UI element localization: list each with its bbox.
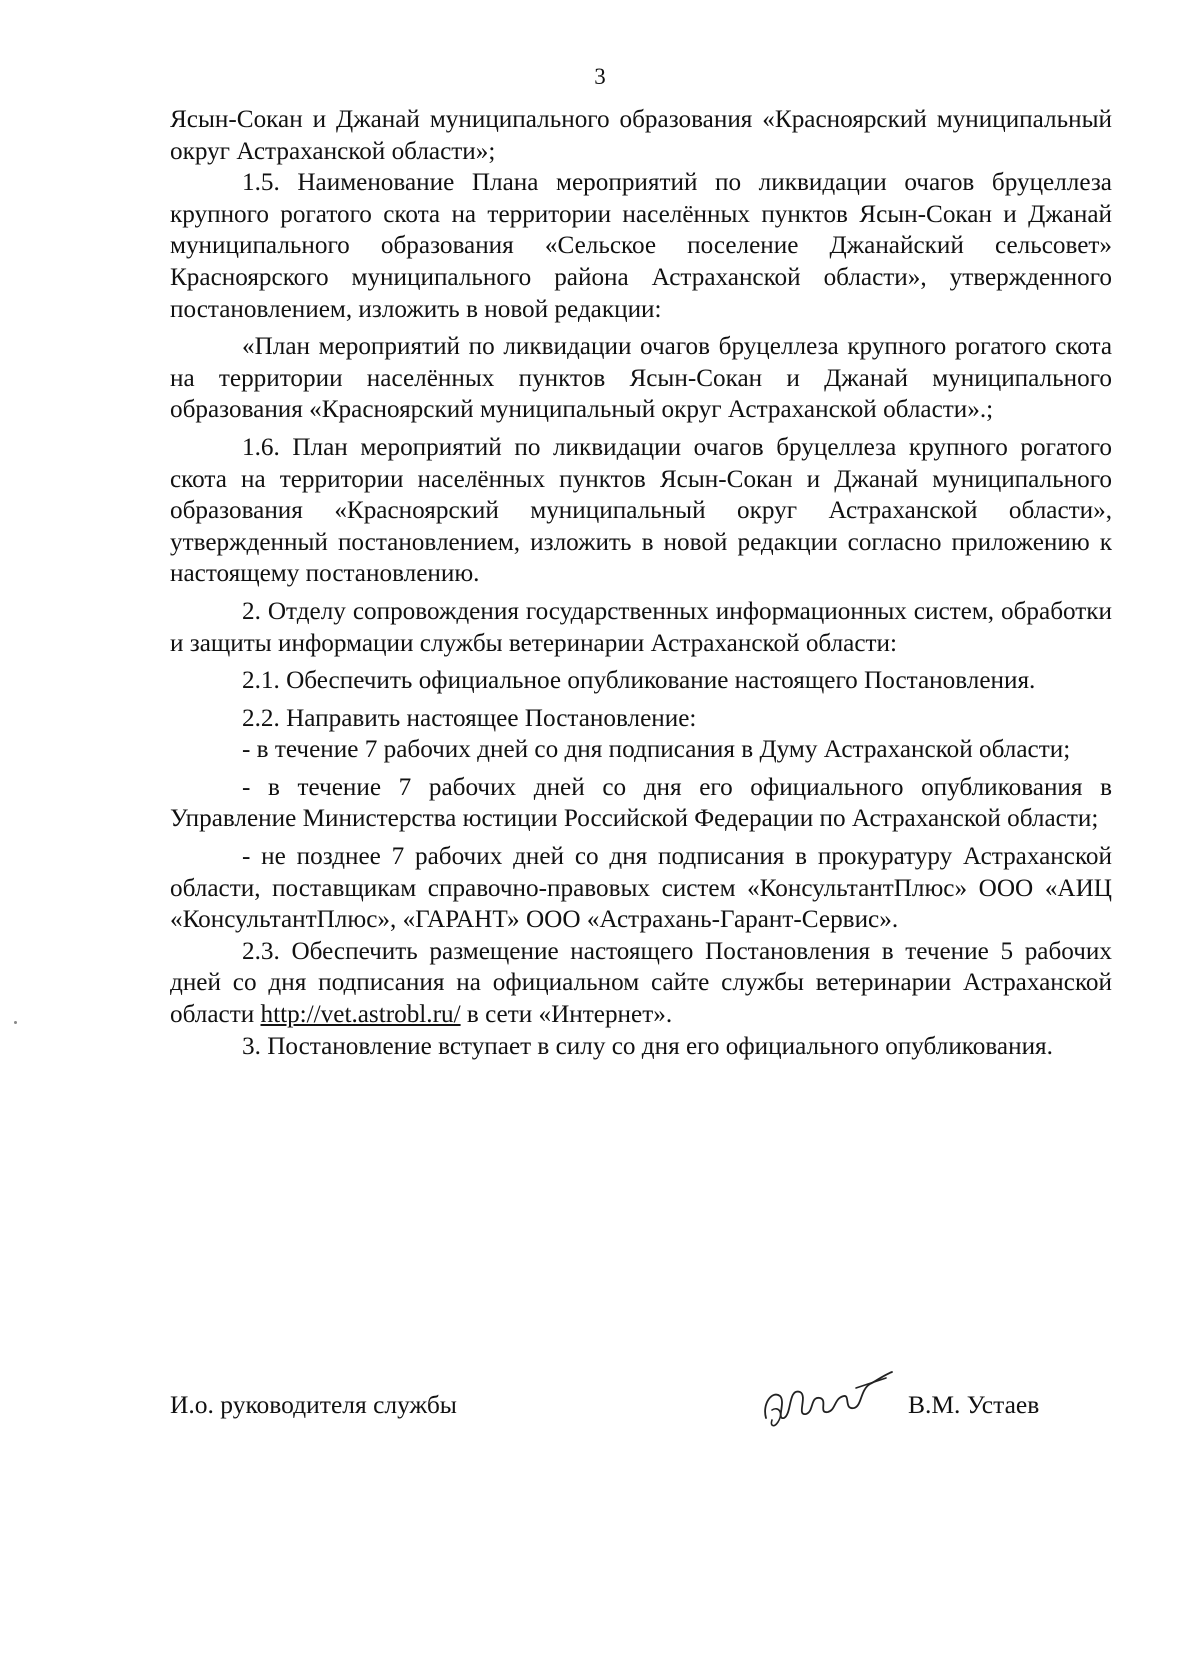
paragraph-2-3-tail: в сети «Интернет». bbox=[460, 1001, 673, 1029]
paragraph-2: 2. Отделу сопровождения государственных информационных систем, обработки и защиты информации службы ветеринарии Астраханской области: bbox=[170, 597, 1112, 657]
paragraph-2-1: 2.1. Обеспечить официальное опубликование настоящего Постановления. bbox=[242, 667, 1036, 695]
page-number: 3 bbox=[594, 64, 606, 89]
paragraph-2-3-text: 2.3. Обеспечить размещение настоящего Постановления в течение 5 рабочих дней со дня подписания на официальном сайте службы ветеринарии Астраханской области bbox=[170, 937, 1112, 1029]
signatory-name: В.М. Устаев bbox=[908, 1390, 1040, 1419]
paragraph-continuation: Ясын-Сокан и Джанай муниципального образования «Красноярский муниципальный округ Астраханской области»; bbox=[170, 106, 1112, 165]
paragraph-1-5: 1.5. Наименование Плана мероприятий по ликвидации очагов бруцеллеза крупного рогатого скота на территории населённых пунктов Ясын-Сокан и Джанай муниципального образования «Сельское поселение Джанайский сельсовет» Красноярского муниципального района Астраханской области», утвержденного постановлением, изложить в новой редакции: bbox=[170, 169, 1112, 323]
paragraph-3: 3. Постановление вступает в силу со дня его официального опубликования. bbox=[242, 1032, 1053, 1060]
scan-speck bbox=[14, 1021, 17, 1024]
paragraph-2-3 bbox=[170, 936, 1112, 1031]
bullet-ministry: - в течение 7 рабочих дней со дня его официального опубликования в Управление Министерства юстиции Российской Федерации по Астраханской области; bbox=[170, 773, 1112, 833]
signatory-title: И.о. руководителя службы bbox=[170, 1390, 457, 1419]
paragraph-2-2: 2.2. Направить настоящее Постановление: bbox=[242, 704, 697, 732]
website-link[interactable]: http://vet.astrobl.ru/ bbox=[260, 1001, 461, 1029]
bullet-duma: - в течение 7 рабочих дней со дня подписания в Думу Астраханской области; bbox=[242, 736, 1071, 764]
document-body bbox=[170, 104, 1112, 1062]
bullet-prosecutor: - не позднее 7 рабочих дней со дня подписания в прокуратуру Астраханской области, поставщикам справочно-правовых систем «КонсультантПлюс» ООО «АИЦ «КонсультантПлюс», «ГАРАНТ» ООО «Астрахань-Гарант-Сервис». bbox=[170, 843, 1112, 934]
handwritten-signature bbox=[758, 1366, 908, 1436]
paragraph-quote: «План мероприятий по ликвидации очагов бруцеллеза крупного рогатого скота на территории населённых пунктов Ясын-Сокан и Джанай муниципального образования «Красноярский муниципальный округ Астраханской области».; bbox=[170, 333, 1112, 424]
paragraph-1-6: 1.6. План мероприятий по ликвидации очагов бруцеллеза крупного рогатого скота на территории населённых пунктов Ясын-Сокан и Джанай муниципального образования «Красноярский муниципальный округ Астраханской области», утвержденный постановлением, изложить в новой редакции согласно приложению к настоящему постановлению. bbox=[170, 433, 1112, 588]
signature-block bbox=[170, 1378, 1060, 1438]
